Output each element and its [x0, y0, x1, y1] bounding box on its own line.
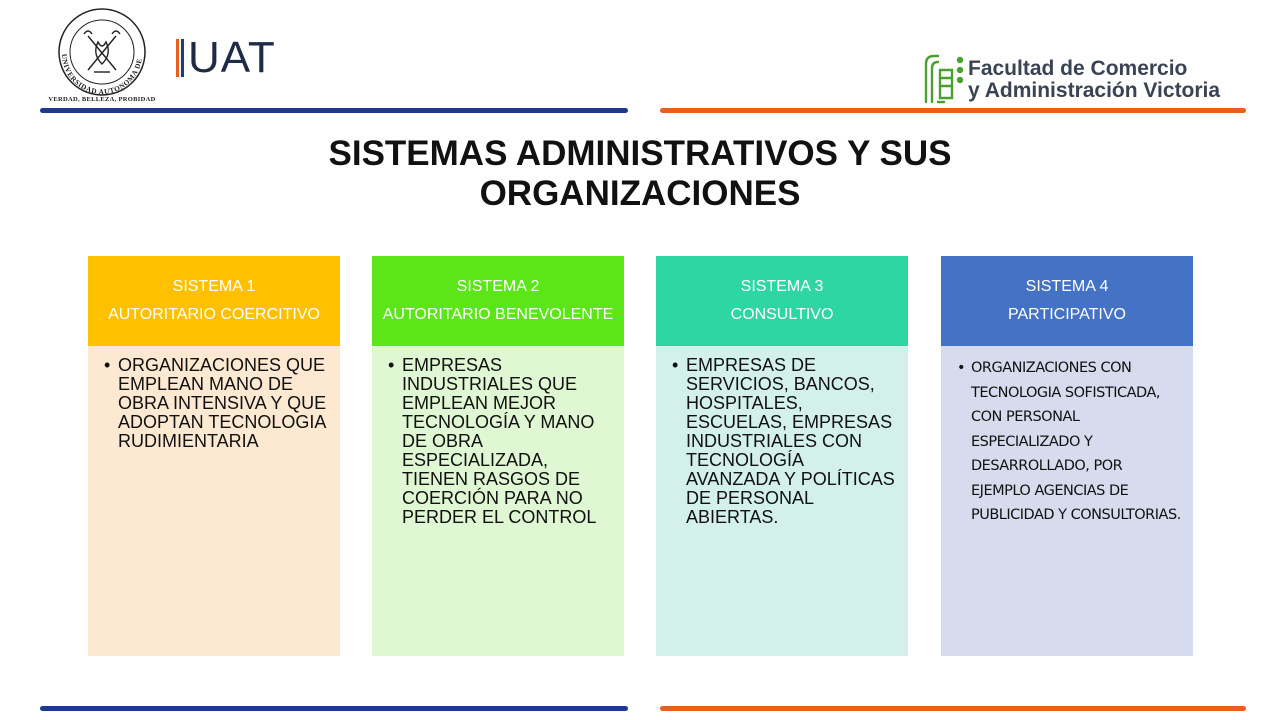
bullet-dot-icon: • — [388, 355, 395, 375]
system-type-2: AUTORITARIO BENEVOLENTE — [382, 306, 614, 323]
system-number-3: SISTEMA 3 — [740, 278, 824, 295]
faculty-building-icon — [922, 52, 968, 106]
system-bullet-text-4: ORGANIZACIONES CON TECNOLOGIA SOFISTICADA, CON PERSONAL ESPECIALIZADO Y DESARROLLADO, POR EJEMPLO AGENCIAS DE PUBLICIDAD Y CONSULTORIAS. — [971, 360, 1181, 523]
seal-motto: VERDAD, BELLEZA, PROBIDAD — [48, 96, 156, 103]
system-column-2 — [372, 256, 624, 656]
system-header-3 — [656, 256, 908, 346]
slide-title: SISTEMAS ADMINISTRATIVOS Y SUS ORGANIZACIONES — [328, 134, 952, 213]
uat-logo-bars — [176, 39, 184, 77]
system-number-1: SISTEMA 1 — [172, 278, 256, 295]
system-bullet-2 — [388, 356, 612, 527]
faculty-name — [968, 58, 1220, 102]
footer-rule-blue — [40, 706, 628, 711]
system-bullet-4 — [957, 356, 1181, 528]
system-column-4 — [941, 256, 1193, 656]
bullet-dot-icon: • — [957, 360, 966, 376]
system-column-1 — [88, 256, 340, 656]
system-header-4 — [941, 256, 1193, 346]
system-type-3: CONSULTIVO — [730, 306, 834, 323]
university-seal-logo — [40, 6, 164, 106]
uat-bar-blue — [181, 39, 184, 77]
system-bullet-text-2: EMPRESAS INDUSTRIALES QUE EMPLEAN MEJOR TECNOLOGÍA Y MANO DE OBRA ESPECIALIZADA, TIENEN RASGOS DE COERCIÓN PARA NO PERDER EL CONTROL — [402, 355, 597, 527]
uat-logo — [176, 33, 276, 82]
faculty-name-line1: Facultad de Comercio — [968, 57, 1188, 80]
system-header-2 — [372, 256, 624, 346]
system-body-4 — [941, 346, 1193, 656]
faculty-logo — [922, 52, 1232, 108]
system-column-3 — [656, 256, 908, 656]
system-type-4: PARTICIPATIVO — [1008, 306, 1126, 323]
system-bullet-1 — [104, 356, 328, 451]
system-body-2 — [372, 346, 624, 656]
system-body-1 — [88, 346, 340, 656]
header-rule-orange — [660, 108, 1246, 113]
uat-logo-text: UAT — [188, 33, 276, 82]
faculty-name-line2: y Administración Victoria — [968, 79, 1221, 102]
system-bullet-text-1: ORGANIZACIONES QUE EMPLEAN MANO DE OBRA INTENSIVA Y QUE ADOPTAN TECNOLOGIA RUDIMIENTARIA — [118, 355, 327, 451]
system-type-1: AUTORITARIO COERCITIVO — [108, 306, 320, 323]
header-rule-blue — [40, 108, 628, 113]
uat-bar-orange — [176, 39, 179, 77]
footer-rule-orange — [660, 706, 1246, 711]
system-number-4: SISTEMA 4 — [1025, 278, 1109, 295]
bullet-dot-icon: • — [104, 355, 111, 375]
system-header-1 — [88, 256, 340, 346]
system-bullet-3 — [672, 356, 896, 527]
system-bullet-text-3: EMPRESAS DE SERVICIOS, BANCOS, HOSPITALES, ESCUELAS, EMPRESAS INDUSTRIALES CON TECNOLOGÍA AVANZADA Y POLÍTICAS DE PERSONAL ABIERTAS. — [686, 355, 895, 527]
system-number-2: SISTEMA 2 — [456, 278, 540, 295]
bullet-dot-icon: • — [672, 355, 679, 375]
system-body-3 — [656, 346, 908, 656]
seal-ring-text: UNIVERSIDAD AUTONOMA DE — [59, 53, 144, 97]
